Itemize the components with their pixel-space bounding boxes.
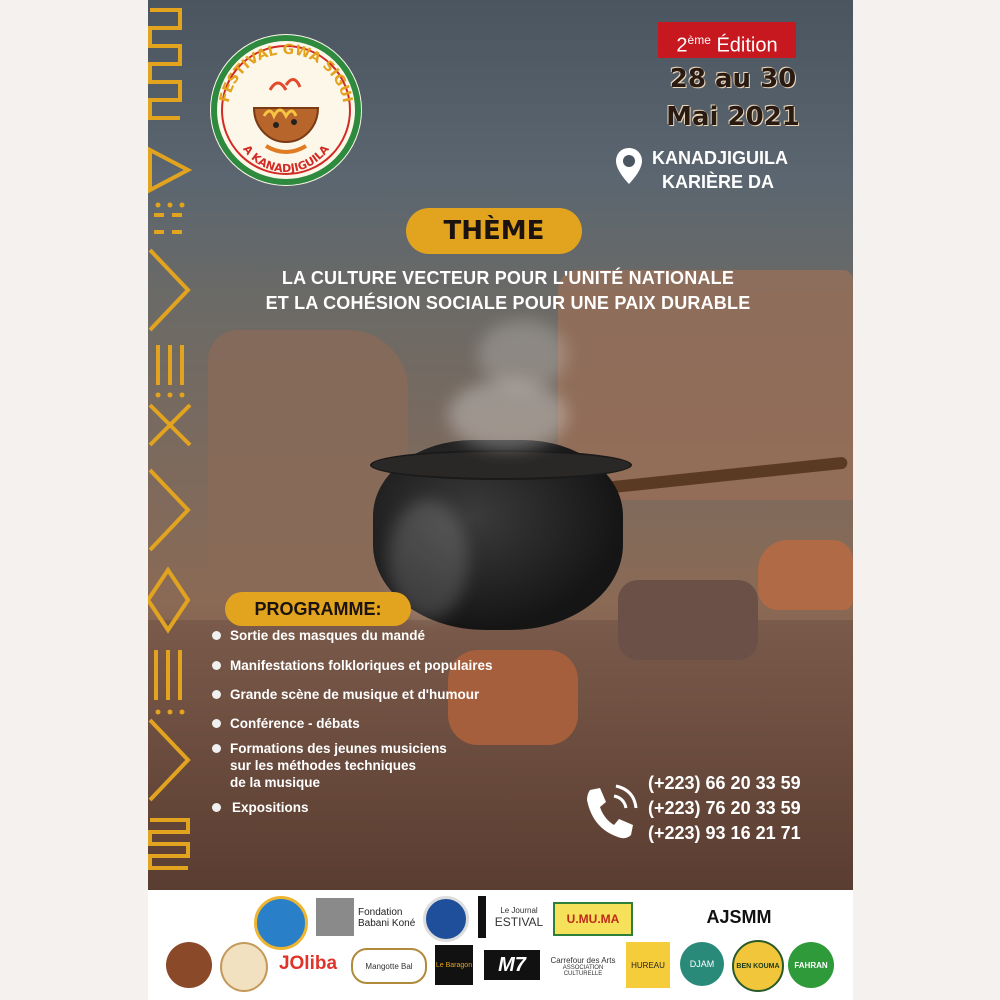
phone-number: (+223) 66 20 33 59 (648, 773, 801, 793)
bullet-icon (212, 803, 221, 812)
date-range-line1: 28 au 30 (669, 64, 797, 94)
theme-line2: ET LA COHÉSION SOCIALE POUR UNE PAIX DURABLE (265, 293, 751, 313)
location-pin-icon (614, 146, 644, 186)
sponsor-logo-house (220, 942, 268, 992)
sponsor-logo-ajsmm: AJSMM (706, 906, 772, 927)
sponsor-logo-journal: Le Journal ESTIVAL (478, 896, 552, 938)
bullet-icon (212, 690, 221, 699)
bullet-icon (212, 744, 221, 753)
sponsor-logo-baobab (166, 942, 212, 988)
theme-line1: LA CULTURE VECTEUR POUR L'UNITÉ NATIONALE (281, 268, 735, 288)
bullet-icon (212, 631, 221, 640)
sponsor-logo-benkouma: BEN KOUMA (732, 940, 784, 992)
bullet-icon (212, 661, 221, 670)
programme-label: PROGRAMME: (225, 592, 411, 626)
sponsor-logo-fondation (316, 898, 354, 936)
tribal-pattern-border (148, 0, 198, 1000)
phone-icon (580, 782, 640, 842)
sponsor-logo-circle (423, 896, 469, 942)
orange-rock-right (758, 540, 853, 610)
festival-logo (206, 30, 366, 190)
sponsor-logo-soleil: SOLEIL (648, 911, 688, 923)
sponsor-logos (148, 890, 853, 1000)
festival-poster: FESTIVAL GWA SIGUI A KANADJIGUILA 2ème Édition 28 au 30 Mai 2021 KANADJIGUILA KARIÈRE DA THÈME LA CULTURE VECTEUR POUR L'UNITÉ NATIONALE ET LA COHÉSION SOCIALE POUR UNE PAIX DURABLE PROGRAMME: Sortie des masques du mandé Manifestations folkloriques et populaires Grande scène de musique et d'humour Conférence - débats Formations des jeunes musiciens sur les méthodes techniques de la musique Expositions (+223) 66 20 33 59 (+223) 76 20 33 59 (+223) 93 16 21 71 Fondation Babani Koné Le Journal ESTIVAL U.MU.MA SOLEIL AJSMM JOliba Mangotte Bal Le Baragon M7 Carrefour des Arts ASSOCIATION CULTURELLE HUREAU DJAM BEN KOUMA FAHRAN (148, 0, 853, 1000)
phone-number: (+223) 93 16 21 71 (648, 823, 801, 843)
sponsor-logo-joliba: JOliba (278, 953, 338, 974)
sponsor-logo-mangotte: Mangotte Bal (351, 948, 427, 984)
bullet-icon (212, 719, 221, 728)
edition-number: 2 (676, 34, 688, 57)
sponsor-logo-carrefour: Carrefour des Arts ASSOCIATION CULTURELLE (550, 955, 616, 977)
edition-word: Édition (716, 34, 778, 57)
phone-number: (+223) 76 20 33 59 (648, 798, 801, 818)
sponsor-logo-hureau: HUREAU (626, 942, 670, 988)
edition-suffix: ème (687, 33, 711, 47)
sponsor-logo-fondation-text: Fondation Babani Koné (358, 907, 416, 929)
sponsor-logo-baragon: Le Baragon (435, 945, 473, 985)
location-line1: KANADJIGUILA (652, 148, 789, 168)
stone-right (618, 580, 758, 660)
cooking-pot-rim (370, 450, 632, 480)
sponsor-logo-m7: M7 (484, 950, 540, 980)
location-line2: KARIÈRE DA (662, 172, 775, 192)
theme-label: THÈME (406, 208, 582, 254)
sponsor-logo-umuma: U.MU.MA (553, 902, 633, 936)
sponsor-logo-djam: DJAM (680, 942, 724, 986)
sponsor-logo-circle (254, 896, 308, 950)
steam (478, 320, 568, 390)
edition-badge (658, 22, 796, 58)
logo-top-text: FESTIVAL GWA SIGUI (216, 41, 356, 105)
date-range-line2: Mai 2021 (666, 102, 800, 132)
logo-bottom-text: A KANADJIGUILA (240, 142, 332, 176)
sponsor-logo-fahran: FAHRAN (788, 942, 834, 988)
steam (448, 380, 568, 450)
